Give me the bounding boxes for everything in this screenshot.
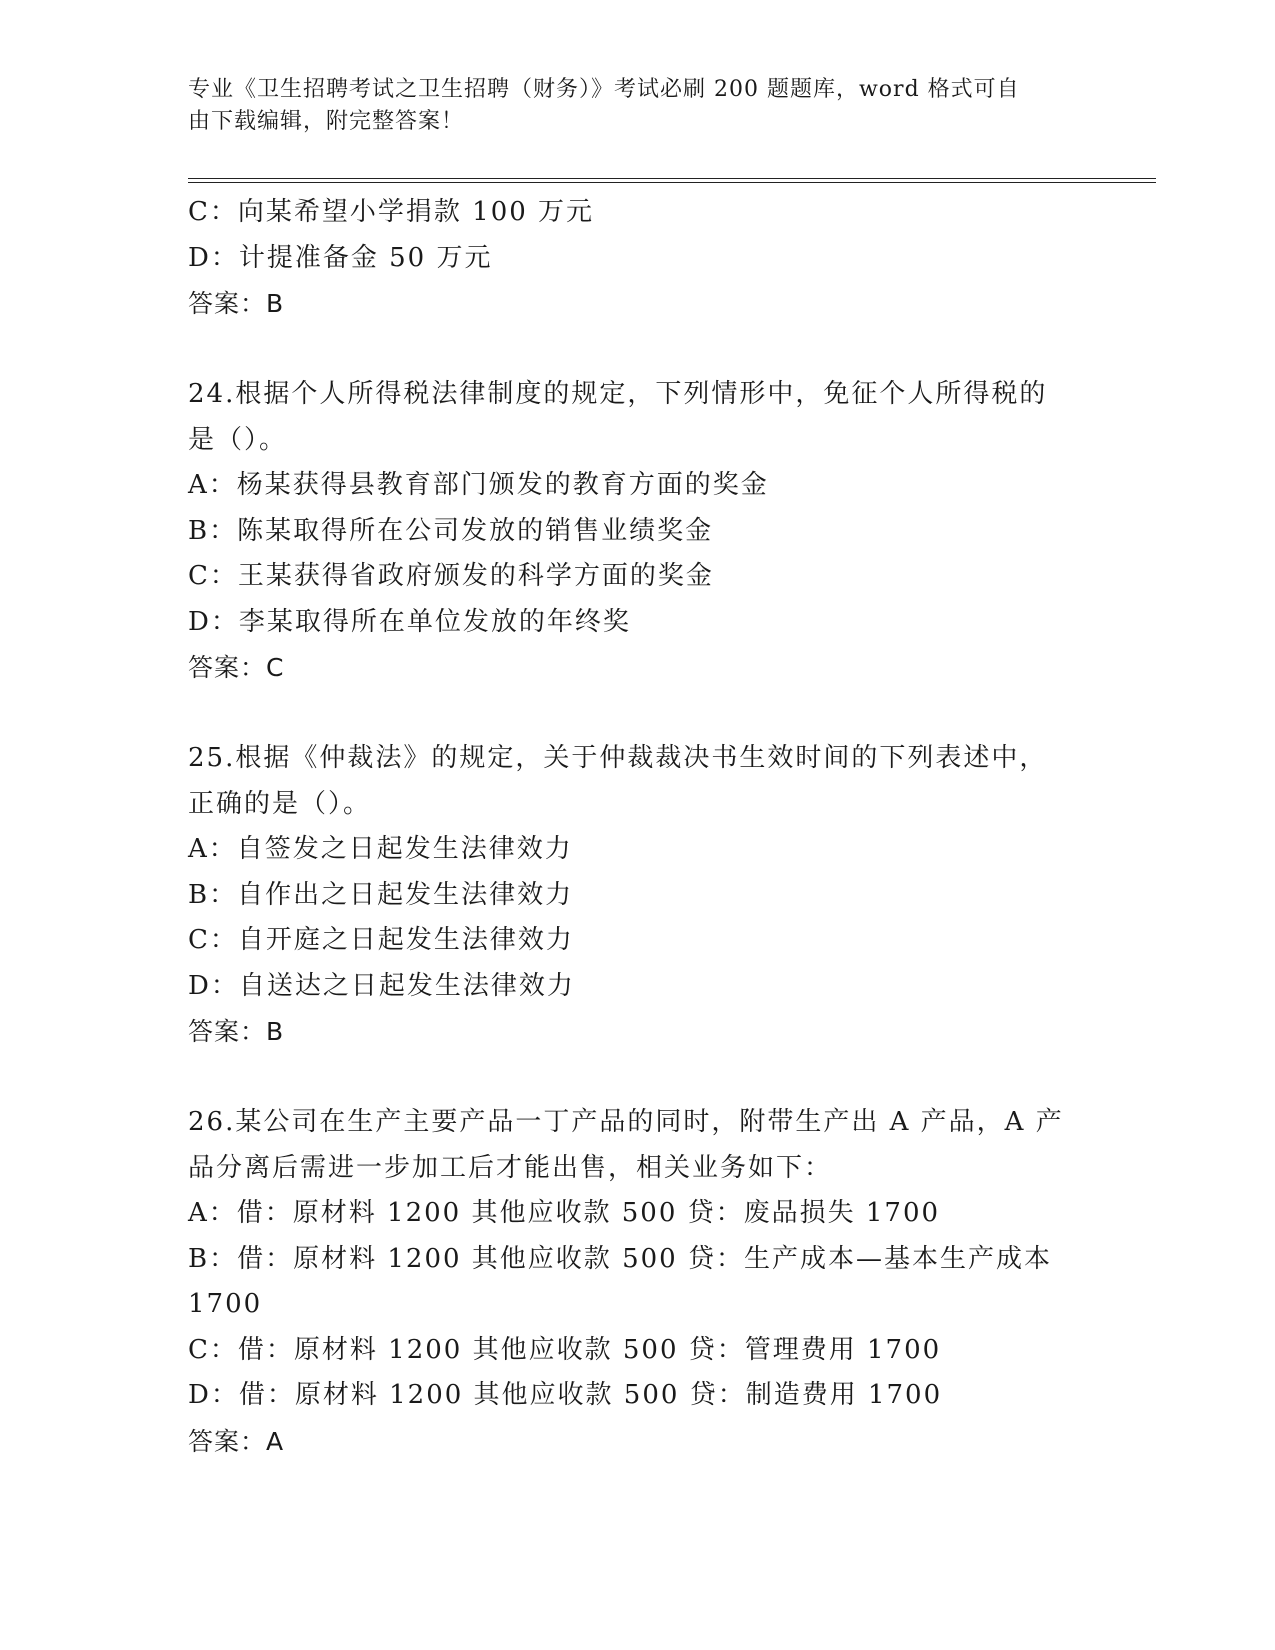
option-c: C：借：原材料 1200 其他应收款 500 贷：管理费用 1700 xyxy=(188,1334,942,1365)
question-stem: 25.根据《仲裁法》的规定，关于仲裁裁决书生效时间的下列表述中， xyxy=(188,743,1048,773)
option-d: D：李某取得所在单位发放的年终奖 xyxy=(188,606,631,637)
option-c: C：自开庭之日起发生法律效力 xyxy=(188,925,574,955)
question-stem: 是（）。 xyxy=(188,424,288,455)
option-d: D：自送达之日起发生法律效力 xyxy=(188,970,575,1001)
question-stem: 品分离后需进一步加工后才能出售，相关业务如下： xyxy=(188,1152,833,1183)
answer: 答案：B xyxy=(188,1017,285,1046)
option-a: A：自签发之日起发生法律效力 xyxy=(188,834,573,864)
question-stem: 26.某公司在生产主要产品一丁产品的同时，附带生产出 A 产品，A 产 xyxy=(188,1107,1064,1137)
option-a: A：杨某获得县教育部门颁发的教育方面的奖金 xyxy=(188,470,769,500)
question-24 xyxy=(188,372,1088,691)
option-b-continued: 1700 xyxy=(188,1289,263,1319)
option-d: D：计提准备金 50 万元 xyxy=(188,242,493,273)
header-line-1: 专业《卫生招聘考试之卫生招聘（财务）》考试必刷 200 题题库，word 格式可自 xyxy=(188,77,1020,102)
option-b: B：借：原材料 1200 其他应收款 500 贷：生产成本—基本生产成本 xyxy=(188,1243,1052,1274)
prev-question xyxy=(188,190,1088,327)
spacer xyxy=(188,327,1088,373)
spacer xyxy=(188,1055,1088,1101)
option-d: D：借：原材料 1200 其他应收款 500 贷：制造费用 1700 xyxy=(188,1380,943,1410)
header-divider xyxy=(188,178,1156,183)
question-stem: 正确的是（）。 xyxy=(188,788,372,819)
answer: 答案：C xyxy=(188,653,285,682)
option-c: C：向某希望小学捐款 100 万元 xyxy=(188,197,595,227)
option-a: A：借：原材料 1200 其他应收款 500 贷：废品损失 1700 xyxy=(188,1198,941,1228)
page-header xyxy=(188,74,1068,138)
spacer xyxy=(188,691,1088,737)
option-c: C：王某获得省政府颁发的科学方面的奖金 xyxy=(188,561,714,591)
question-26 xyxy=(188,1100,1088,1464)
option-b: B：陈某取得所在公司发放的销售业绩奖金 xyxy=(188,515,714,546)
header-line-2: 由下载编辑，附完整答案！ xyxy=(188,109,465,134)
option-b: B：自作出之日起发生法律效力 xyxy=(188,879,574,910)
answer: 答案：A xyxy=(188,1426,285,1456)
question-25 xyxy=(188,736,1088,1055)
document-body xyxy=(188,190,1088,1464)
answer: 答案：B xyxy=(188,289,285,318)
question-stem: 24.根据个人所得税法律制度的规定，下列情形中，免征个人所得税的 xyxy=(188,379,1048,409)
